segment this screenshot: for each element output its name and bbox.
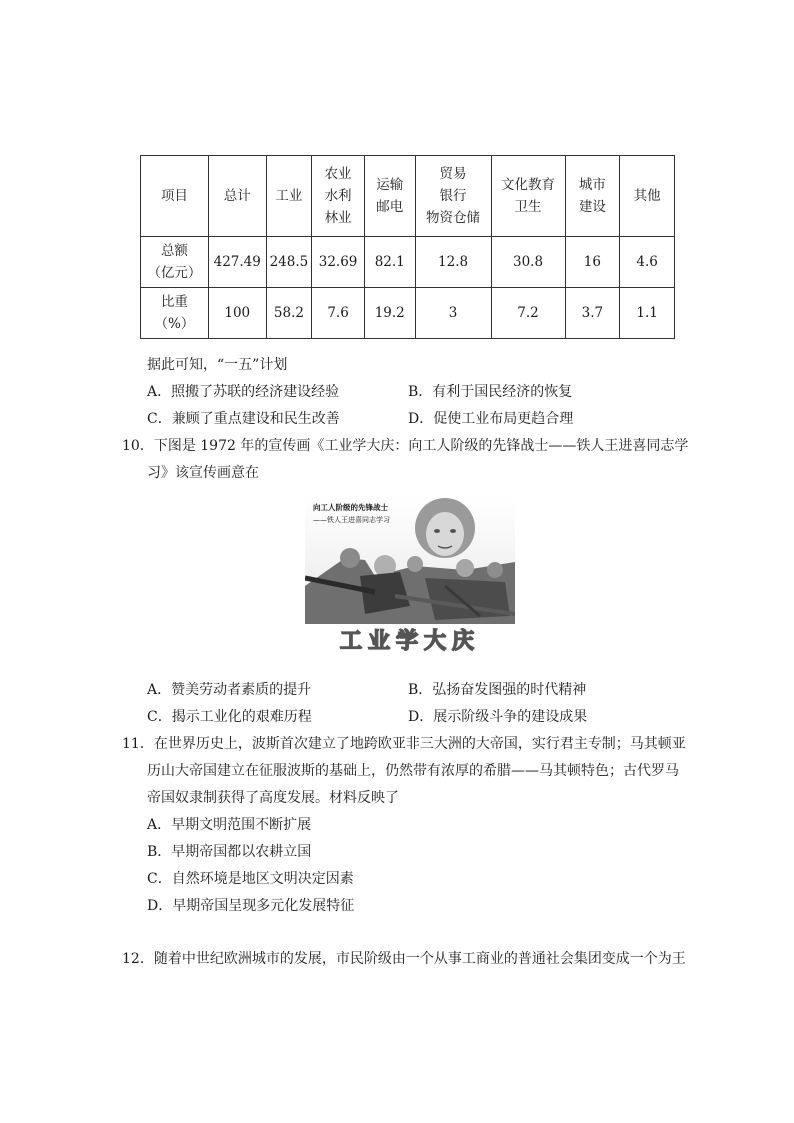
table-header-cell: 贸易 银行 物资仓储: [415, 156, 491, 237]
q11-stem-line1: 11．在世界历史上，波斯首次建立了地跨欧亚非三大洲的大帝国，实行君主专制；马其顿亚: [122, 736, 686, 752]
poster-caption-line2: ——铁人王进喜同志学习: [313, 516, 390, 524]
table-header-cell: 城市 建设: [565, 156, 620, 237]
table-header-row: [141, 156, 675, 237]
q9-stem: 据此可知，“一五”计划: [147, 357, 288, 373]
table-cell: 4.6: [620, 237, 675, 288]
table-cell: 58.2: [266, 288, 312, 339]
poster-caption-line1: 向工人阶级的先锋战士: [313, 503, 388, 512]
table-cell: 3.7: [565, 288, 620, 339]
table-row: [141, 288, 675, 339]
table-cell: 32.69: [312, 237, 365, 288]
poster-banner: 工业学大庆: [339, 629, 481, 652]
table-header-cell: 项目: [141, 156, 209, 237]
q10-option-c[interactable]: C．揭示工业化的艰难历程: [147, 709, 312, 725]
table-cell: 248.5: [266, 237, 312, 288]
table-cell: 3: [415, 288, 491, 339]
table-row: [141, 237, 675, 288]
table-cell: 比重 （%）: [141, 288, 209, 339]
q11-option-d[interactable]: D．早期帝国呈现多元化发展特征: [147, 898, 355, 914]
q10-option-d[interactable]: D．展示阶级斗争的建设成果: [408, 709, 588, 725]
q11-option-b[interactable]: B．早期帝国都以农耕立国: [147, 844, 312, 860]
q10-option-a[interactable]: A．赞美劳动者素质的提升: [147, 682, 312, 698]
q9-option-a[interactable]: A．照搬了苏联的经济建设经验: [147, 384, 340, 400]
table-cell: 12.8: [415, 237, 491, 288]
table-header-cell: 农业 水利 林业: [312, 156, 365, 237]
q11-stem-line2: 历山大帝国建立在征服波斯的基础上，仍然带有浓厚的希腊——马其顿特色；古代罗马: [147, 763, 679, 779]
q10-stem-line1: 10．下图是 1972 年的宣传画《工业学大庆：向工人阶级的先锋战士——铁人王进喜同志学: [122, 438, 689, 454]
q9-option-c[interactable]: C．兼顾了重点建设和民生改善: [147, 411, 340, 427]
investment-table: [140, 155, 675, 339]
table-cell: 7.2: [491, 288, 565, 339]
q11-stem-line3: 帝国奴隶制获得了高度发展。材料反映了: [147, 790, 399, 806]
table-cell: 100: [208, 288, 266, 339]
table-cell: 16: [565, 237, 620, 288]
table-header-cell: 文化教育 卫生: [491, 156, 565, 237]
table-cell: 总额 （亿元）: [141, 237, 209, 288]
table-cell: 82.1: [364, 237, 415, 288]
poster-illustration: [305, 496, 515, 652]
q9-option-d[interactable]: D．促使工业布局更趋合理: [408, 411, 574, 427]
table-header-cell: 工业: [266, 156, 312, 237]
table-cell: 19.2: [364, 288, 415, 339]
table-cell: 1.1: [620, 288, 675, 339]
table-cell: 427.49: [208, 237, 266, 288]
table-cell: 30.8: [491, 237, 565, 288]
q10-stem-line2: 习》该宣传画意在: [147, 465, 259, 481]
table-header-cell: 其他: [620, 156, 675, 237]
table-cell: 7.6: [312, 288, 365, 339]
table-header-cell: 运输 邮电: [364, 156, 415, 237]
table-header-cell: 总计: [208, 156, 266, 237]
propaganda-poster: [305, 496, 515, 652]
q12-stem-line1: 12．随着中世纪欧洲城市的发展，市民阶级由一个从事工商业的普通社会集团变成一个为王: [122, 951, 686, 967]
q11-option-a[interactable]: A．早期文明范围不断扩展: [147, 817, 312, 833]
q9-option-b[interactable]: B．有利于国民经济的恢复: [408, 384, 573, 400]
q11-option-c[interactable]: C．自然环境是地区文明决定因素: [147, 871, 354, 887]
q10-option-b[interactable]: B．弘扬奋发图强的时代精神: [408, 682, 587, 698]
